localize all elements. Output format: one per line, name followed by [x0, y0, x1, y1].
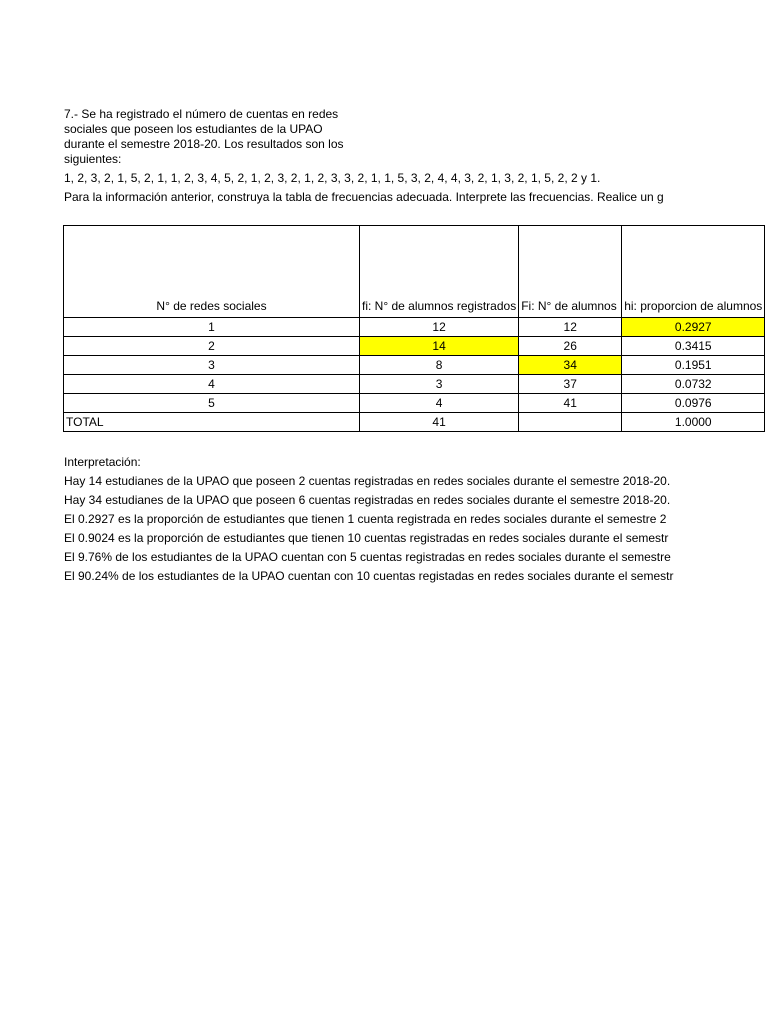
cell-hi: 0.3415 — [622, 337, 765, 356]
table-row — [64, 318, 765, 337]
cell-fi: 8 — [360, 356, 519, 375]
problem-title-line: siguientes: — [64, 152, 122, 166]
cell-fi: 4 — [360, 394, 519, 413]
cell-Fi: 12 — [519, 318, 622, 337]
cell-hi: 0.0732 — [622, 375, 765, 394]
data-values-line: 1, 2, 3, 2, 1, 5, 2, 1, 1, 2, 3, 4, 5, 2, 1, 2, 3, 2, 1, 2, 3, 3, 2, 1, 1, 5, 3, 2, 4, 4, 3, 2, 1, 3, 2, 1, 5, 2, 2 y 1. — [64, 171, 601, 185]
interpretation-line: El 0.2927 es la proporción de estudiantes que tienen 1 cuenta registrada en redes sociales durante el semestre 2 — [64, 512, 667, 526]
cell-hi: 0.0976 — [622, 394, 765, 413]
cell-x: 4 — [64, 375, 360, 394]
header-redes-sociales: N° de redes sociales — [64, 226, 360, 318]
problem-title-line: 7.- Se ha registrado el número de cuentas en redes — [64, 107, 339, 121]
cell-x: 2 — [64, 337, 360, 356]
cell-Fi-highlighted: 34 — [519, 356, 622, 375]
total-fi: 41 — [360, 413, 519, 432]
table-row — [64, 375, 765, 394]
problem-title-line: durante el semestre 2018-20. Los resultados son los — [64, 137, 344, 151]
interpretation-line: Hay 14 estudianes de la UPAO que poseen 2 cuentas registradas en redes sociales durante el semestre 2018-20. — [64, 474, 671, 488]
cell-fi-highlighted: 14 — [360, 337, 519, 356]
table-total-row — [64, 413, 765, 432]
total-Fi — [519, 413, 622, 432]
interpretation-line: El 0.9024 es la proporción de estudiantes que tienen 10 cuentas registradas en redes sociales durante el semestr — [64, 531, 669, 545]
interpretation-heading: Interpretación: — [64, 455, 141, 469]
cell-fi: 12 — [360, 318, 519, 337]
header-hi: hi: proporcion de alumnos — [622, 226, 765, 318]
cell-Fi: 26 — [519, 337, 622, 356]
cell-x: 1 — [64, 318, 360, 337]
table-row — [64, 394, 765, 413]
cell-hi: 0.1951 — [622, 356, 765, 375]
table-header-row — [64, 226, 765, 318]
cell-fi: 3 — [360, 375, 519, 394]
cell-Fi: 41 — [519, 394, 622, 413]
interpretation-line: Hay 34 estudianes de la UPAO que poseen 6 cuentas registradas en redes sociales durante el semestre 2018-20. — [64, 493, 671, 507]
header-fi: fi: N° de alumnos registrados — [360, 226, 519, 318]
cell-x: 3 — [64, 356, 360, 375]
table-row — [64, 337, 765, 356]
cell-Fi: 37 — [519, 375, 622, 394]
frequency-table — [63, 225, 765, 432]
table-row — [64, 356, 765, 375]
total-hi: 1.0000 — [622, 413, 765, 432]
instruction-line: Para la información anterior, construya la tabla de frecuencias adecuada. Interprete las frecuencias. Realice un g — [64, 190, 664, 204]
interpretation-line: El 9.76% de los estudiantes de la UPAO cuentan con 5 cuentas registradas en redes sociales durante el semestre — [64, 550, 671, 564]
total-label: TOTAL — [64, 413, 360, 432]
interpretation-line: El 90.24% de los estudiantes de la UPAO cuentan con 10 cuentas registadas en redes sociales durante el semestr — [64, 569, 674, 583]
header-Fi: Fi: N° de alumnos — [519, 226, 622, 318]
cell-hi-highlighted: 0.2927 — [622, 318, 765, 337]
cell-x: 5 — [64, 394, 360, 413]
problem-title-line: sociales que poseen los estudiantes de la UPAO — [64, 122, 323, 136]
